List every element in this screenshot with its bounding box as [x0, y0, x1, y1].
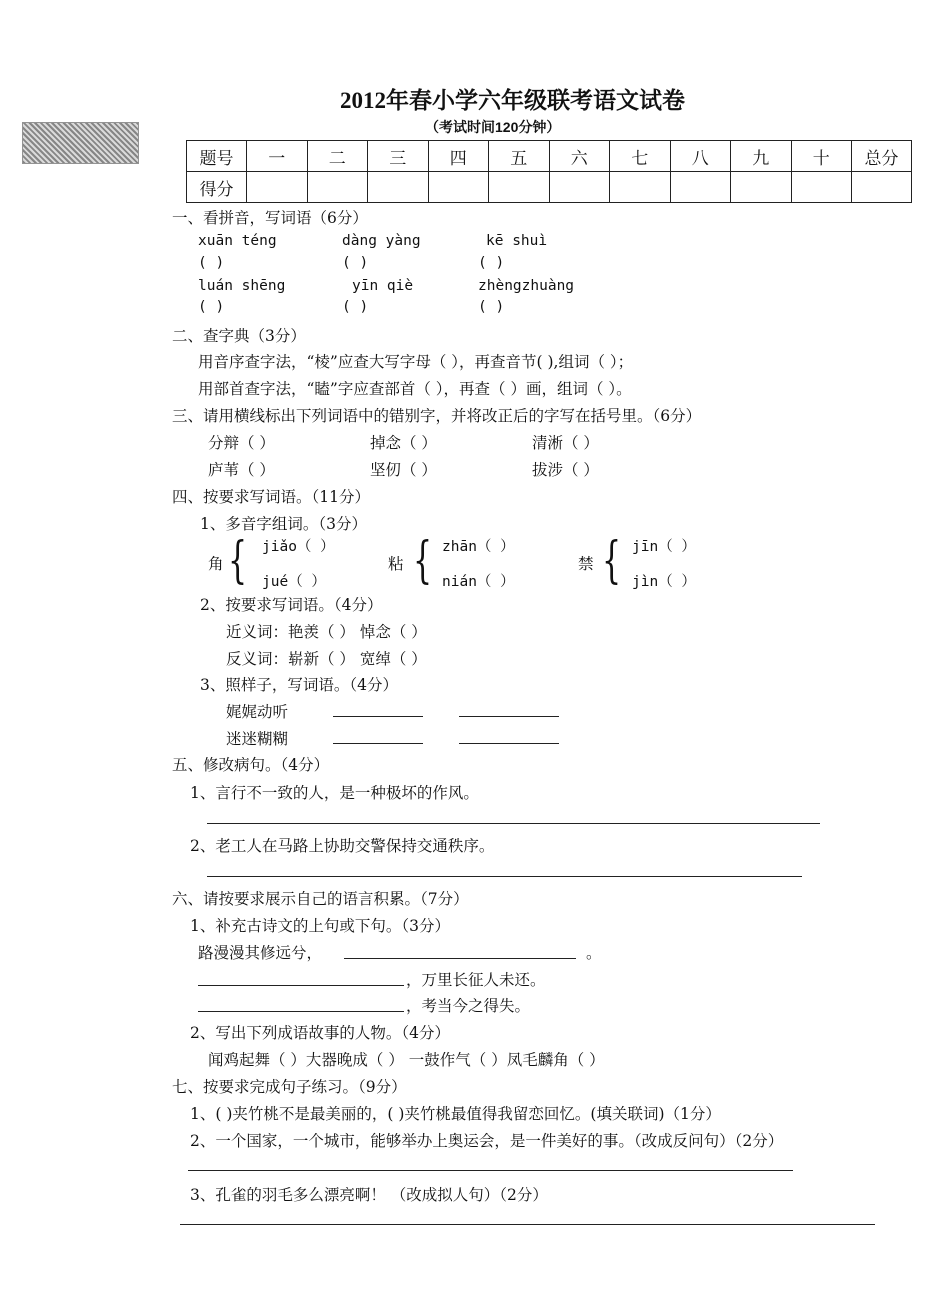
polyphone-char: 角 [208, 555, 224, 573]
header-cell: 八 [670, 141, 731, 172]
seal-stamp [22, 122, 139, 164]
brace-icon: { [602, 531, 622, 589]
typo-word[interactable]: 掉念（ ） [370, 434, 437, 452]
answer-paren[interactable]: ( ) [342, 299, 369, 315]
score-cell[interactable] [307, 172, 368, 203]
answer-line[interactable] [207, 823, 820, 824]
section-5-heading: 五、修改病句。（4分） [172, 756, 330, 774]
polyphone-reading[interactable]: jiǎo（ ） [262, 539, 335, 555]
question-text: 用部首查字法，“瞌”字应查部首（ ），再查（ ）画，组词（ ）。 [198, 380, 632, 398]
sentence-exercise[interactable]: 1、( )夹竹桃不是最美丽的，( )夹竹桃最值得我留恋回忆。(填关联词)（1分） [190, 1105, 721, 1123]
sub-question: 2、写出下列成语故事的人物。（4分） [190, 1024, 450, 1042]
header-cell: 题号 [187, 141, 247, 172]
answer-line[interactable] [180, 1224, 875, 1225]
header-cell: 十 [791, 141, 852, 172]
pinyin-prompt: kē shuì [486, 233, 548, 249]
sentence-exercise: 2、一个国家，一个城市，能够举办上奥运会，是一件美好的事。（改成反问句）（2分） [190, 1132, 784, 1150]
answer-paren[interactable]: ( ) [342, 255, 369, 271]
typo-word[interactable]: 分辩（ ） [208, 434, 275, 452]
header-cell: 三 [368, 141, 429, 172]
header-cell: 四 [428, 141, 489, 172]
poem-line: ，万里长征人未还。 [406, 971, 546, 989]
polyphone-char: 粘 [388, 555, 404, 573]
answer-line[interactable] [459, 743, 559, 744]
polyphone-reading[interactable]: jīn（ ） [632, 539, 696, 555]
section-2-heading: 二、查字典（3分） [172, 327, 306, 345]
score-cell[interactable] [549, 172, 610, 203]
header-cell: 五 [489, 141, 550, 172]
header-cell: 九 [731, 141, 792, 172]
answer-paren[interactable]: ( ) [198, 255, 225, 271]
answer-line[interactable] [344, 958, 576, 959]
polyphone-char: 禁 [578, 555, 594, 573]
answer-line[interactable] [333, 743, 423, 744]
sub-question: 1、补充古诗文的上句或下句。（3分） [190, 917, 450, 935]
score-table [186, 140, 912, 203]
section-7-heading: 七、按要求完成句子练习。（9分） [172, 1078, 407, 1096]
score-cell[interactable] [368, 172, 429, 203]
page-title: 2012年春小学六年级联考语文试卷 [340, 88, 685, 113]
example-word: 娓娓动听 [226, 703, 289, 721]
exam-duration: （考试时间120分钟） [425, 119, 561, 135]
answer-line[interactable] [207, 876, 802, 877]
poem-line: ，考当今之得失。 [406, 997, 531, 1015]
score-cell[interactable] [610, 172, 671, 203]
polyphone-reading[interactable]: nián（ ） [442, 574, 515, 590]
section-4-heading: 四、按要求写词语。（11分） [172, 488, 370, 506]
score-cell[interactable] [791, 172, 852, 203]
sub-question: 2、按要求写词语。（4分） [200, 596, 383, 614]
score-cell[interactable] [247, 172, 308, 203]
brace-icon: { [228, 531, 248, 589]
idiom-line[interactable]: 闻鸡起舞（ ）大器晚成（ ） 一鼓作气（ ）凤毛麟角（ ） [208, 1051, 605, 1069]
section-6-heading: 六、请按要求展示自己的语言积累。（7分） [172, 890, 469, 908]
answer-line[interactable] [198, 985, 404, 986]
answer-paren[interactable]: ( ) [198, 299, 225, 315]
brace-icon: { [413, 531, 433, 589]
score-cell[interactable] [731, 172, 792, 203]
poem-line-end: 。 [586, 944, 602, 962]
synonym-line[interactable]: 近义词：艳羡（ ） 悼念（ ） [226, 623, 427, 641]
header-cell: 一 [247, 141, 308, 172]
section-3-heading: 三、请用横线标出下列词语中的错别字，并将改正后的字写在括号里。（6分） [172, 407, 702, 425]
answer-paren[interactable]: ( ) [478, 255, 505, 271]
score-row-label: 得分 [187, 172, 247, 203]
answer-line[interactable] [333, 716, 423, 717]
antonym-line[interactable]: 反义词：崭新（ ） 宽绰（ ） [226, 650, 427, 668]
polyphone-reading[interactable]: jìn（ ） [632, 574, 696, 590]
pinyin-prompt: luán shēng [198, 278, 286, 294]
typo-word[interactable]: 清淅（ ） [532, 434, 599, 452]
poem-line: 路漫漫其修远兮， [198, 944, 323, 962]
sentence-exercise: 3、孔雀的羽毛多么漂亮啊！ （改成拟人句）（2分） [190, 1186, 548, 1204]
polyphone-reading[interactable]: jué（ ） [262, 574, 326, 590]
score-cell[interactable] [428, 172, 489, 203]
answer-line[interactable] [188, 1170, 793, 1171]
question-text: 用音序查字法，“棱”应查大写字母（ ），再查音节( ),组词（ ）； [198, 353, 634, 371]
typo-word[interactable]: 拔涉（ ） [532, 461, 599, 479]
pinyin-prompt: yīn qiè [352, 278, 414, 294]
section-1-heading: 一、看拼音，写词语（6分） [172, 209, 368, 227]
score-table-score-row [187, 172, 912, 203]
header-cell: 七 [610, 141, 671, 172]
pinyin-prompt: dàng yàng [342, 233, 421, 249]
example-word: 迷迷糊糊 [226, 730, 289, 748]
sub-question: 3、照样子，写词语。（4分） [200, 676, 398, 694]
score-cell[interactable] [670, 172, 731, 203]
score-table-header-row [187, 141, 912, 172]
answer-line[interactable] [459, 716, 559, 717]
score-cell[interactable] [852, 172, 912, 203]
answer-line[interactable] [198, 1011, 404, 1012]
header-cell: 二 [307, 141, 368, 172]
typo-word[interactable]: 坚仞（ ） [370, 461, 437, 479]
score-cell[interactable] [489, 172, 550, 203]
header-cell: 六 [549, 141, 610, 172]
typo-word[interactable]: 庐苇（ ） [208, 461, 275, 479]
header-cell: 总分 [852, 141, 912, 172]
faulty-sentence: 1、言行不一致的人，是一种极坏的作风。 [190, 784, 479, 802]
sub-question: 1、多音字组词。（3分） [200, 515, 367, 533]
polyphone-reading[interactable]: zhān（ ） [442, 539, 515, 555]
pinyin-prompt: zhèngzhuàng [478, 278, 575, 294]
pinyin-prompt: xuān téng [198, 233, 277, 249]
answer-paren[interactable]: ( ) [478, 299, 505, 315]
faulty-sentence: 2、老工人在马路上协助交警保持交通秩序。 [190, 837, 495, 855]
